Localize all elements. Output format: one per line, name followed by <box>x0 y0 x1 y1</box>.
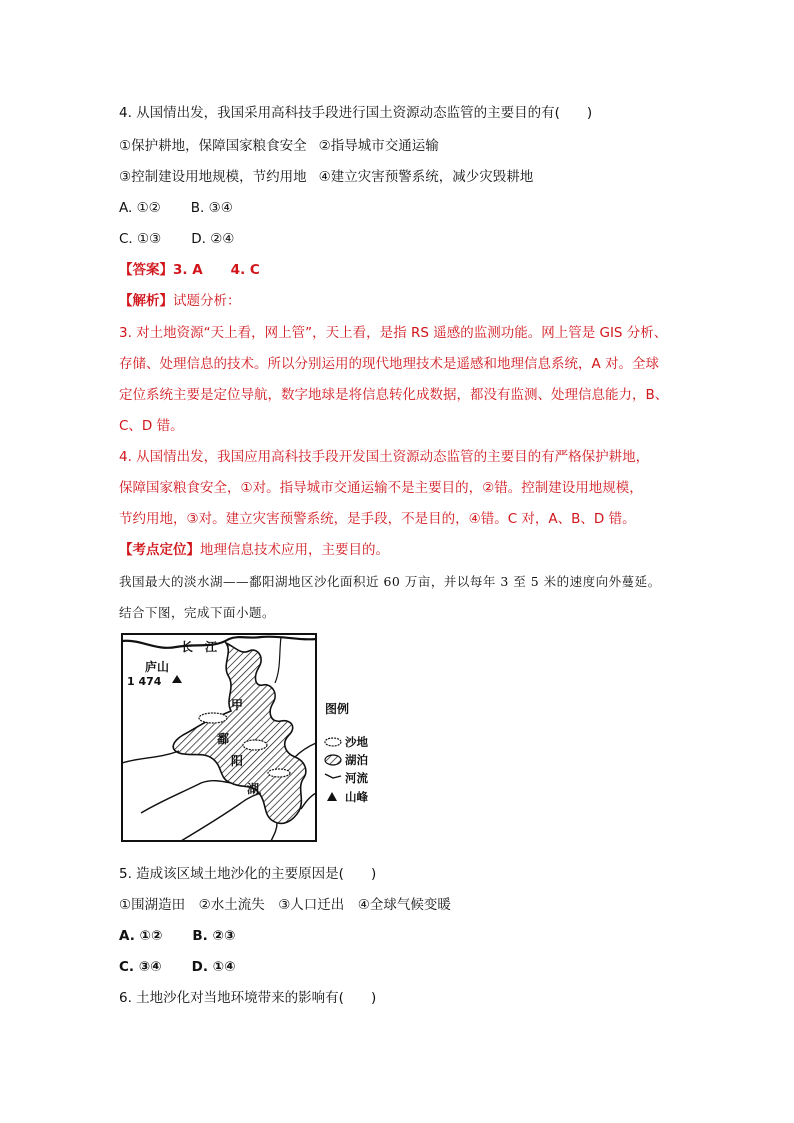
label-lushan: 庐山 <box>145 660 170 674</box>
q4-option-2: ②指导城市交通运输 <box>318 138 439 154</box>
legend-peak-icon <box>327 792 337 801</box>
label-elevation: 1 474 <box>127 675 162 688</box>
q5-choice-b: B. ②③ <box>192 928 236 944</box>
answer-4: 4. C <box>230 262 260 278</box>
intro-line2: 结合下图，完成下面小题。 <box>119 605 276 620</box>
q4-option-4: ④建立灾害预警系统，减少灾毁耕地 <box>318 169 534 185</box>
legend-sand-icon <box>325 738 341 746</box>
answer-3: 3. A <box>173 262 203 278</box>
q4-choice-b: B. ③④ <box>190 200 233 216</box>
q4-options-row1 <box>119 137 439 155</box>
kaodian-line <box>119 541 389 559</box>
sand-area-3 <box>268 769 290 777</box>
answer-line <box>119 261 260 279</box>
q6-stem: 6. 土地沙化对当地环境带来的影响有( ) <box>119 990 377 1006</box>
label-jia: 甲 <box>231 698 244 712</box>
q4-choice-a: A. ①② <box>119 200 161 216</box>
q5-options: ①围湖造田 ②水土流失 ③人口迁出 ④全球气候变暖 <box>119 897 451 913</box>
legend-title: 图例 <box>325 702 350 716</box>
analysis-4-line1: 4. 从国情出发，我国应用高科技手段开发国土资源动态监管的主要目的有严格保护耕地， <box>119 449 650 465</box>
analysis-3-line3: 定位系统主要是定位导航，数字地球是将信息转化成数据，都没有监测、处理信息能力，B、 <box>119 387 669 403</box>
analysis-4-line3: 节约用地，③对。建立灾害预警系统，是手段，不是目的，④错。C 对，A、B、D 错。 <box>119 511 636 527</box>
q4-choice-c: C. ①③ <box>119 231 162 247</box>
intro-line1: 我国最大的淡水湖——鄱阳湖地区沙化面积近 60 万亩，并以每年 3 至 5 米的速度向外蔓延。 <box>119 574 661 589</box>
label-yang: 阳 <box>231 754 244 768</box>
legend-lake-icon <box>325 755 341 765</box>
label-changjiang: 长 江 <box>181 640 218 654</box>
analysis-4-line2: 保障国家粮食安全，①对。指导城市交通运输不是主要目的，②错。控制建设用地规模， <box>119 480 643 496</box>
q4-choices-row1 <box>119 199 233 217</box>
analysis-3-line1: 3. 对土地资源“天上看，网上管”，天上看，是指 RS 遥感的监测功能。网上管是 GIS 分析、 <box>119 325 668 341</box>
q4-stem: 4. 从国情出发，我国采用高科技手段进行国土资源动态监管的主要目的有( ) <box>119 105 593 121</box>
q4-options-row2 <box>119 168 533 186</box>
poyang-lake-map <box>121 633 377 843</box>
sand-area-2 <box>243 740 267 750</box>
q4-choices-row2 <box>119 230 234 248</box>
q4-choice-d: D. ②④ <box>191 231 235 247</box>
q5-choice-a: A. ①② <box>119 928 163 944</box>
legend-lake: 湖泊 <box>345 753 368 767</box>
q5-stem: 5. 造成该区域土地沙化的主要原因是( ) <box>119 866 377 882</box>
answer-tag: 【答案】 <box>119 262 173 278</box>
legend-peak: 山峰 <box>345 790 368 804</box>
analysis-3-line4: C、D 错。 <box>119 418 184 434</box>
analysis-heading <box>119 292 241 310</box>
kaodian-tag: 【考点定位】 <box>119 542 200 558</box>
q5-choices-row2 <box>119 958 236 976</box>
analysis-3-line2: 存储、处理信息的技术。所以分别运用的现代地理技术是遥感和地理信息系统，A 对。全球 <box>119 356 660 372</box>
q4-option-1: ①保护耕地，保障国家粮食安全 <box>119 138 307 154</box>
legend-sand: 沙地 <box>345 735 368 749</box>
legend-river-icon <box>325 774 341 778</box>
analysis-label: 试题分析： <box>173 293 241 309</box>
q5-choice-d: D. ①④ <box>191 959 236 975</box>
label-hu: 湖 <box>247 782 260 796</box>
label-po: 鄱 <box>217 732 230 746</box>
q5-choice-c: C. ③④ <box>119 959 162 975</box>
kaodian-text: 地理信息技术应用，主要目的。 <box>200 542 389 558</box>
q4-option-3: ③控制建设用地规模，节约用地 <box>119 169 307 185</box>
legend-river: 河流 <box>345 771 368 785</box>
sand-area-1 <box>199 713 227 723</box>
q5-choices-row1 <box>119 927 235 945</box>
analysis-tag: 【解析】 <box>119 293 173 309</box>
